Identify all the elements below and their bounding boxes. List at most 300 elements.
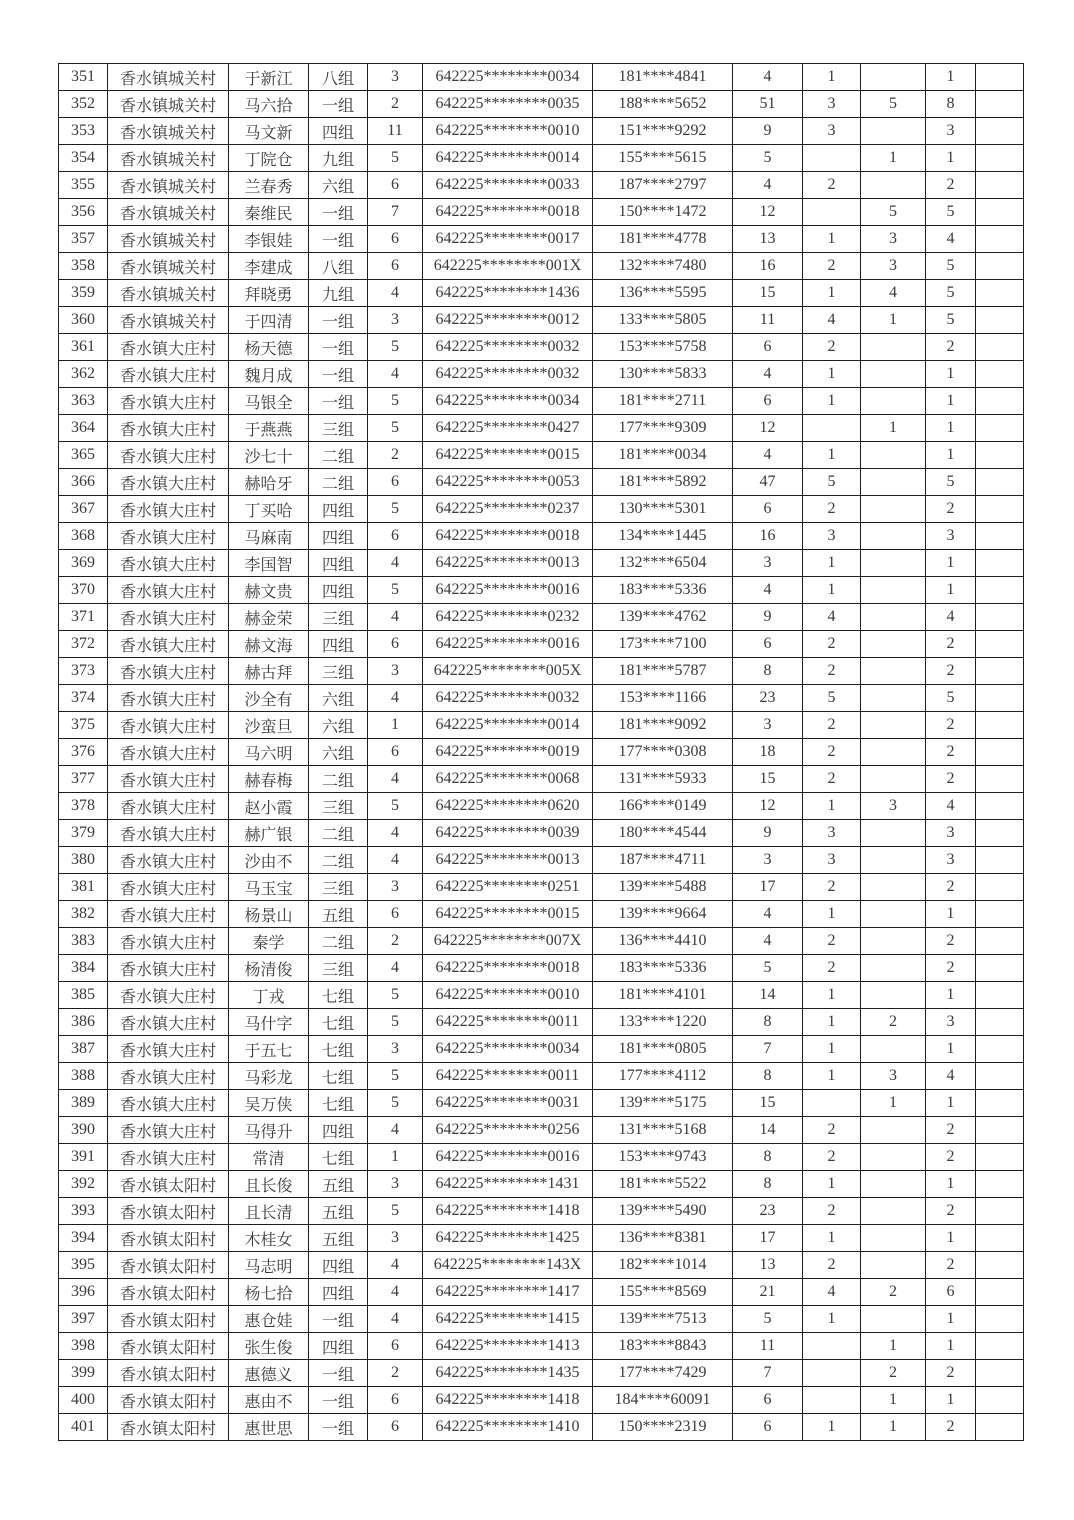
table-row: [59, 550, 1024, 577]
cell-id-number: 642225********0620: [423, 793, 593, 820]
cell-name: 马彩龙: [229, 1063, 309, 1090]
cell-count: 6: [368, 172, 423, 199]
cell-num4: 2: [926, 1360, 976, 1387]
cell-num1: 5: [733, 955, 803, 982]
cell-village: 香水镇大庄村: [108, 469, 229, 496]
cell-group: 四组: [309, 550, 368, 577]
cell-num3: [861, 847, 926, 874]
cell-phone: 139****4762: [593, 604, 733, 631]
cell-num3: [861, 1306, 926, 1333]
cell-index: 401: [59, 1414, 108, 1441]
cell-village: 香水镇大庄村: [108, 496, 229, 523]
cell-count: 4: [368, 1279, 423, 1306]
cell-num1: 4: [733, 577, 803, 604]
cell-num2: 1: [803, 577, 861, 604]
cell-num2: [803, 1360, 861, 1387]
cell-num1: 12: [733, 415, 803, 442]
table-row: [59, 523, 1024, 550]
cell-phone: 181****0034: [593, 442, 733, 469]
cell-village: 香水镇太阳村: [108, 1414, 229, 1441]
table-row: [59, 1036, 1024, 1063]
cell-num3: [861, 685, 926, 712]
cell-index: 362: [59, 361, 108, 388]
cell-num1: 9: [733, 118, 803, 145]
cell-num4: 2: [926, 874, 976, 901]
cell-blank: [976, 307, 1024, 334]
cell-num2: 1: [803, 982, 861, 1009]
cell-name: 吴万侠: [229, 1090, 309, 1117]
table-row: [59, 658, 1024, 685]
cell-num4: 1: [926, 388, 976, 415]
cell-num3: [861, 550, 926, 577]
cell-blank: [976, 550, 1024, 577]
cell-count: 6: [368, 1414, 423, 1441]
cell-num1: 18: [733, 739, 803, 766]
table-row: [59, 1279, 1024, 1306]
cell-index: 357: [59, 226, 108, 253]
cell-id-number: 642225********005X: [423, 658, 593, 685]
cell-index: 370: [59, 577, 108, 604]
cell-index: 385: [59, 982, 108, 1009]
cell-num4: 4: [926, 604, 976, 631]
cell-count: 5: [368, 496, 423, 523]
cell-num4: 2: [926, 496, 976, 523]
cell-num1: 11: [733, 1333, 803, 1360]
cell-num1: 15: [733, 766, 803, 793]
cell-phone: 181****5522: [593, 1171, 733, 1198]
cell-id-number: 642225********0011: [423, 1009, 593, 1036]
cell-blank: [976, 64, 1024, 91]
cell-num3: [861, 388, 926, 415]
cell-name: 兰春秀: [229, 172, 309, 199]
cell-phone: 180****4544: [593, 820, 733, 847]
cell-count: 2: [368, 91, 423, 118]
cell-num4: 2: [926, 712, 976, 739]
cell-phone: 131****5933: [593, 766, 733, 793]
cell-id-number: 642225********143X: [423, 1252, 593, 1279]
cell-group: 一组: [309, 1306, 368, 1333]
cell-phone: 187****4711: [593, 847, 733, 874]
cell-num2: 2: [803, 1144, 861, 1171]
cell-num4: 1: [926, 901, 976, 928]
cell-phone: 183****8843: [593, 1333, 733, 1360]
cell-index: 398: [59, 1333, 108, 1360]
cell-village: 香水镇太阳村: [108, 1279, 229, 1306]
table-row: [59, 1198, 1024, 1225]
cell-blank: [976, 145, 1024, 172]
cell-village: 香水镇大庄村: [108, 1144, 229, 1171]
cell-num3: [861, 1252, 926, 1279]
cell-id-number: 642225********0237: [423, 496, 593, 523]
cell-blank: [976, 334, 1024, 361]
cell-index: 366: [59, 469, 108, 496]
cell-group: 三组: [309, 793, 368, 820]
cell-blank: [976, 739, 1024, 766]
cell-count: 2: [368, 928, 423, 955]
cell-group: 二组: [309, 469, 368, 496]
cell-num3: [861, 64, 926, 91]
cell-group: 一组: [309, 1360, 368, 1387]
cell-name: 于四清: [229, 307, 309, 334]
cell-num2: 1: [803, 1063, 861, 1090]
cell-num1: 17: [733, 874, 803, 901]
cell-blank: [976, 1306, 1024, 1333]
cell-num3: [861, 901, 926, 928]
table-row: [59, 982, 1024, 1009]
cell-group: 二组: [309, 847, 368, 874]
cell-name: 马玉宝: [229, 874, 309, 901]
cell-id-number: 642225********1417: [423, 1279, 593, 1306]
cell-group: 四组: [309, 1252, 368, 1279]
cell-num3: [861, 172, 926, 199]
table-row: [59, 685, 1024, 712]
cell-num2: [803, 1090, 861, 1117]
cell-count: 5: [368, 1009, 423, 1036]
cell-num1: 4: [733, 64, 803, 91]
cell-village: 香水镇太阳村: [108, 1171, 229, 1198]
table-row: [59, 91, 1024, 118]
cell-phone: 173****7100: [593, 631, 733, 658]
cell-blank: [976, 442, 1024, 469]
cell-num2: 2: [803, 766, 861, 793]
cell-group: 九组: [309, 280, 368, 307]
cell-index: 364: [59, 415, 108, 442]
cell-count: 3: [368, 1171, 423, 1198]
cell-num4: 2: [926, 1252, 976, 1279]
cell-name: 李建成: [229, 253, 309, 280]
cell-phone: 139****9664: [593, 901, 733, 928]
cell-village: 香水镇城关村: [108, 307, 229, 334]
cell-phone: 153****9743: [593, 1144, 733, 1171]
table-row: [59, 955, 1024, 982]
table-row: [59, 118, 1024, 145]
cell-num4: 2: [926, 928, 976, 955]
table-row: [59, 1414, 1024, 1441]
cell-num2: 1: [803, 280, 861, 307]
cell-phone: 177****9309: [593, 415, 733, 442]
cell-name: 李国智: [229, 550, 309, 577]
table-row: [59, 334, 1024, 361]
cell-blank: [976, 793, 1024, 820]
cell-group: 三组: [309, 955, 368, 982]
cell-num1: 14: [733, 982, 803, 1009]
table-row: [59, 1144, 1024, 1171]
cell-index: 358: [59, 253, 108, 280]
cell-count: 6: [368, 253, 423, 280]
table-row: [59, 712, 1024, 739]
cell-num2: [803, 1333, 861, 1360]
cell-index: 376: [59, 739, 108, 766]
cell-blank: [976, 604, 1024, 631]
cell-num1: 15: [733, 280, 803, 307]
cell-phone: 150****2319: [593, 1414, 733, 1441]
cell-group: 七组: [309, 1063, 368, 1090]
cell-phone: 181****0805: [593, 1036, 733, 1063]
cell-index: 381: [59, 874, 108, 901]
cell-village: 香水镇大庄村: [108, 1090, 229, 1117]
cell-blank: [976, 631, 1024, 658]
cell-num2: 1: [803, 1171, 861, 1198]
cell-name: 木桂女: [229, 1225, 309, 1252]
cell-group: 六组: [309, 739, 368, 766]
cell-blank: [976, 1360, 1024, 1387]
cell-name: 沙由不: [229, 847, 309, 874]
cell-phone: 181****2711: [593, 388, 733, 415]
cell-num4: 4: [926, 793, 976, 820]
cell-index: 394: [59, 1225, 108, 1252]
cell-num2: 3: [803, 523, 861, 550]
cell-name: 沙七十: [229, 442, 309, 469]
cell-num4: 1: [926, 1306, 976, 1333]
cell-num4: 1: [926, 550, 976, 577]
cell-num4: 1: [926, 1171, 976, 1198]
cell-phone: 177****4112: [593, 1063, 733, 1090]
cell-count: 5: [368, 577, 423, 604]
cell-group: 五组: [309, 1198, 368, 1225]
cell-num1: 6: [733, 496, 803, 523]
cell-num1: 6: [733, 631, 803, 658]
cell-phone: 136****4410: [593, 928, 733, 955]
cell-village: 香水镇大庄村: [108, 766, 229, 793]
cell-num1: 8: [733, 1144, 803, 1171]
cell-num4: 2: [926, 766, 976, 793]
cell-index: 379: [59, 820, 108, 847]
population-table-body: [59, 64, 1024, 1441]
cell-index: 387: [59, 1036, 108, 1063]
cell-num3: [861, 739, 926, 766]
cell-id-number: 642225********0232: [423, 604, 593, 631]
cell-num2: 2: [803, 874, 861, 901]
cell-num2: 3: [803, 847, 861, 874]
cell-count: 4: [368, 550, 423, 577]
cell-num4: 2: [926, 1144, 976, 1171]
cell-group: 三组: [309, 658, 368, 685]
cell-num3: [861, 631, 926, 658]
cell-index: 396: [59, 1279, 108, 1306]
cell-blank: [976, 1144, 1024, 1171]
cell-phone: 150****1472: [593, 199, 733, 226]
cell-index: 395: [59, 1252, 108, 1279]
cell-phone: 181****4778: [593, 226, 733, 253]
cell-num2: 2: [803, 955, 861, 982]
cell-count: 2: [368, 442, 423, 469]
cell-num4: 1: [926, 1225, 976, 1252]
cell-num4: 5: [926, 469, 976, 496]
cell-num3: [861, 1144, 926, 1171]
cell-num2: 1: [803, 361, 861, 388]
cell-num2: 2: [803, 739, 861, 766]
cell-id-number: 642225********0016: [423, 631, 593, 658]
cell-blank: [976, 253, 1024, 280]
cell-num2: 1: [803, 550, 861, 577]
cell-name: 赵小霞: [229, 793, 309, 820]
cell-num3: [861, 1036, 926, 1063]
cell-num4: 4: [926, 226, 976, 253]
cell-num4: 1: [926, 64, 976, 91]
cell-num3: [861, 577, 926, 604]
cell-index: 352: [59, 91, 108, 118]
cell-blank: [976, 1063, 1024, 1090]
cell-id-number: 642225********1425: [423, 1225, 593, 1252]
cell-index: 372: [59, 631, 108, 658]
cell-count: 4: [368, 280, 423, 307]
cell-phone: 139****5175: [593, 1090, 733, 1117]
cell-num3: 5: [861, 199, 926, 226]
cell-num3: 3: [861, 226, 926, 253]
cell-index: 383: [59, 928, 108, 955]
cell-village: 香水镇大庄村: [108, 1063, 229, 1090]
cell-village: 香水镇大庄村: [108, 631, 229, 658]
cell-group: 四组: [309, 496, 368, 523]
cell-num4: 3: [926, 820, 976, 847]
cell-blank: [976, 1198, 1024, 1225]
cell-name: 于燕燕: [229, 415, 309, 442]
cell-num1: 8: [733, 1009, 803, 1036]
cell-blank: [976, 496, 1024, 523]
cell-blank: [976, 226, 1024, 253]
cell-name: 丁买哈: [229, 496, 309, 523]
cell-phone: 130****5301: [593, 496, 733, 523]
cell-name: 赫文贵: [229, 577, 309, 604]
table-row: [59, 442, 1024, 469]
cell-name: 李银娃: [229, 226, 309, 253]
cell-num1: 4: [733, 442, 803, 469]
cell-id-number: 642225********1436: [423, 280, 593, 307]
cell-blank: [976, 766, 1024, 793]
cell-phone: 151****9292: [593, 118, 733, 145]
cell-num3: [861, 874, 926, 901]
table-row: [59, 1171, 1024, 1198]
cell-name: 于新江: [229, 64, 309, 91]
cell-id-number: 642225********0014: [423, 145, 593, 172]
cell-group: 一组: [309, 388, 368, 415]
cell-num1: 3: [733, 712, 803, 739]
cell-index: 400: [59, 1387, 108, 1414]
cell-num2: 2: [803, 496, 861, 523]
cell-count: 5: [368, 1063, 423, 1090]
cell-num1: 17: [733, 1225, 803, 1252]
cell-group: 九组: [309, 145, 368, 172]
cell-index: 371: [59, 604, 108, 631]
table-row: [59, 415, 1024, 442]
cell-index: 388: [59, 1063, 108, 1090]
table-row: [59, 280, 1024, 307]
table-row: [59, 1333, 1024, 1360]
cell-num2: 1: [803, 1306, 861, 1333]
cell-name: 丁戎: [229, 982, 309, 1009]
cell-village: 香水镇城关村: [108, 226, 229, 253]
cell-num1: 8: [733, 1063, 803, 1090]
cell-phone: 188****5652: [593, 91, 733, 118]
cell-group: 三组: [309, 415, 368, 442]
cell-group: 四组: [309, 1333, 368, 1360]
table-row: [59, 901, 1024, 928]
cell-index: 373: [59, 658, 108, 685]
cell-blank: [976, 1090, 1024, 1117]
cell-blank: [976, 523, 1024, 550]
cell-count: 6: [368, 523, 423, 550]
cell-name: 张生俊: [229, 1333, 309, 1360]
cell-id-number: 642225********1410: [423, 1414, 593, 1441]
cell-index: 355: [59, 172, 108, 199]
cell-phone: 181****4841: [593, 64, 733, 91]
cell-num3: [861, 604, 926, 631]
cell-num4: 2: [926, 955, 976, 982]
cell-name: 马志明: [229, 1252, 309, 1279]
cell-num4: 3: [926, 523, 976, 550]
cell-index: 391: [59, 1144, 108, 1171]
cell-group: 七组: [309, 1009, 368, 1036]
cell-num3: 1: [861, 415, 926, 442]
cell-phone: 182****1014: [593, 1252, 733, 1279]
cell-num4: 1: [926, 361, 976, 388]
cell-num2: 4: [803, 604, 861, 631]
cell-index: 389: [59, 1090, 108, 1117]
cell-num3: 3: [861, 793, 926, 820]
cell-group: 一组: [309, 91, 368, 118]
cell-id-number: 642225********0015: [423, 901, 593, 928]
cell-name: 赫广银: [229, 820, 309, 847]
cell-count: 4: [368, 847, 423, 874]
cell-blank: [976, 901, 1024, 928]
cell-phone: 139****5490: [593, 1198, 733, 1225]
cell-group: 四组: [309, 631, 368, 658]
cell-village: 香水镇大庄村: [108, 739, 229, 766]
cell-blank: [976, 658, 1024, 685]
cell-num1: 12: [733, 199, 803, 226]
cell-count: 6: [368, 739, 423, 766]
cell-phone: 184****60091: [593, 1387, 733, 1414]
cell-num4: 1: [926, 1090, 976, 1117]
cell-blank: [976, 577, 1024, 604]
cell-village: 香水镇大庄村: [108, 874, 229, 901]
cell-group: 四组: [309, 523, 368, 550]
cell-count: 6: [368, 226, 423, 253]
cell-blank: [976, 1387, 1024, 1414]
cell-num4: 3: [926, 1009, 976, 1036]
cell-num4: 1: [926, 145, 976, 172]
cell-num1: 7: [733, 1360, 803, 1387]
cell-num4: 1: [926, 415, 976, 442]
cell-num1: 4: [733, 172, 803, 199]
cell-blank: [976, 982, 1024, 1009]
cell-index: 368: [59, 523, 108, 550]
cell-num1: 16: [733, 253, 803, 280]
cell-count: 6: [368, 469, 423, 496]
cell-num4: 6: [926, 1279, 976, 1306]
cell-index: 390: [59, 1117, 108, 1144]
cell-id-number: 642225********0011: [423, 1063, 593, 1090]
cell-num3: [861, 118, 926, 145]
cell-blank: [976, 1171, 1024, 1198]
cell-num4: 2: [926, 172, 976, 199]
cell-phone: 132****7480: [593, 253, 733, 280]
cell-count: 5: [368, 334, 423, 361]
cell-village: 香水镇城关村: [108, 280, 229, 307]
cell-num1: 15: [733, 1090, 803, 1117]
cell-id-number: 642225********0012: [423, 307, 593, 334]
cell-id-number: 642225********0018: [423, 955, 593, 982]
cell-phone: 181****9092: [593, 712, 733, 739]
cell-num1: 6: [733, 1414, 803, 1441]
table-row: [59, 172, 1024, 199]
cell-group: 四组: [309, 577, 368, 604]
cell-index: 393: [59, 1198, 108, 1225]
cell-name: 杨七拾: [229, 1279, 309, 1306]
cell-count: 4: [368, 1117, 423, 1144]
cell-count: 6: [368, 1333, 423, 1360]
cell-id-number: 642225********0032: [423, 685, 593, 712]
